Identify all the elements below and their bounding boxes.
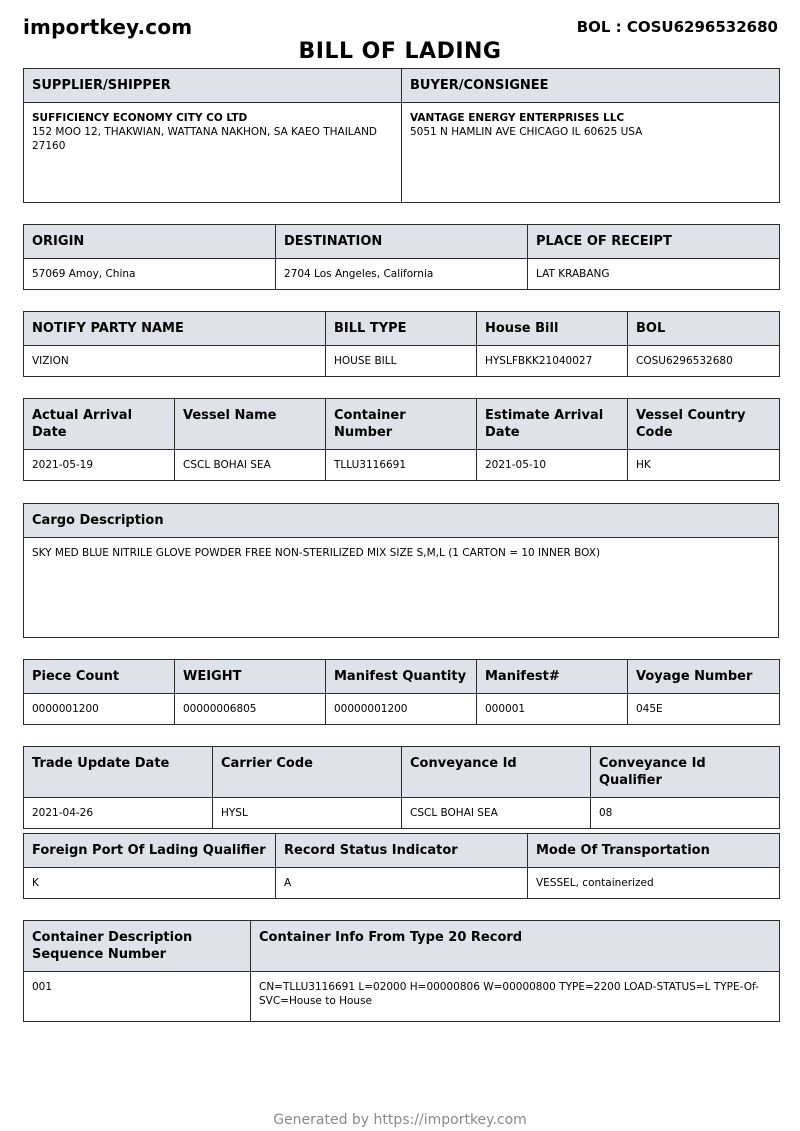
notify-header: NOTIFY PARTY NAME xyxy=(24,312,326,346)
parties-table xyxy=(23,68,780,203)
supplier-name: SUFFICIENCY ECONOMY CITY CO LTD xyxy=(32,112,248,124)
conveyance-header: Conveyance Id xyxy=(402,747,591,798)
buyer-address: 5051 N HAMLIN AVE CHICAGO IL 60625 USA xyxy=(410,126,643,138)
buyer-cell xyxy=(402,103,780,203)
bol-header: BOL xyxy=(628,312,780,346)
bol-reference: BOL : COSU6296532680 xyxy=(576,18,778,36)
country-header: Vessel Country Code xyxy=(628,399,780,450)
supplier-address: 152 MOO 12, THAKWIAN, WATTANA NAKHON, SA KAEO THAILAND 27160 xyxy=(32,126,378,152)
port-header: Foreign Port Of Lading Qualifier xyxy=(24,834,276,868)
container-desc-table xyxy=(23,920,780,1022)
notify-table xyxy=(23,311,780,377)
manifest-qty-value: 00000001200 xyxy=(326,694,477,725)
manifest-no-value: 000001 xyxy=(477,694,628,725)
seq-value: 001 xyxy=(24,972,251,1022)
weight-value: 00000006805 xyxy=(175,694,326,725)
brand-logo[interactable]: importkey.com xyxy=(23,15,193,39)
manifest-qty-header: Manifest Quantity xyxy=(326,660,477,694)
page-title: BILL OF LADING xyxy=(298,39,502,64)
bol-value: COSU6296532680 xyxy=(628,346,780,377)
piece-value: 0000001200 xyxy=(24,694,175,725)
seq-header: Container Description Sequence Number xyxy=(24,921,251,972)
destination-header: DESTINATION xyxy=(276,225,528,259)
cargo-table xyxy=(23,503,779,638)
carrier-value: HYSL xyxy=(213,798,402,829)
voyage-value: 045E xyxy=(628,694,780,725)
house-bill-header: House Bill xyxy=(477,312,628,346)
notify-value: VIZION xyxy=(24,346,326,377)
container-value: TLLU3116691 xyxy=(326,450,477,481)
cargo-description: SKY MED BLUE NITRILE GLOVE POWDER FREE NON-STERILIZED MIX SIZE S,M,L (1 CARTON = 10 INNER BOX) xyxy=(24,538,779,638)
weight-header: WEIGHT xyxy=(175,660,326,694)
route-table xyxy=(23,224,780,290)
origin-value: 57069 Amoy, China xyxy=(24,259,276,290)
status-value: A xyxy=(276,868,528,899)
status-header: Record Status Indicator xyxy=(276,834,528,868)
port-value: K xyxy=(24,868,276,899)
trade-table xyxy=(23,746,780,829)
supplier-cell xyxy=(24,103,402,203)
receipt-header: PLACE OF RECEIPT xyxy=(528,225,780,259)
manifest-no-header: Manifest# xyxy=(477,660,628,694)
piece-header: Piece Count xyxy=(24,660,175,694)
update-value: 2021-04-26 xyxy=(24,798,213,829)
lading-table xyxy=(23,833,780,899)
vessel-header: Vessel Name xyxy=(175,399,326,450)
qualifier-header: Conveyance Id Qualifier xyxy=(591,747,780,798)
destination-value: 2704 Los Angeles, California xyxy=(276,259,528,290)
origin-header: ORIGIN xyxy=(24,225,276,259)
voyage-header: Voyage Number xyxy=(628,660,780,694)
vessel-table xyxy=(23,398,780,481)
house-bill-value: HYSLFBKK21040027 xyxy=(477,346,628,377)
arrival-value: 2021-05-19 xyxy=(24,450,175,481)
buyer-header: BUYER/CONSIGNEE xyxy=(402,69,780,103)
cargo-header: Cargo Description xyxy=(24,504,779,538)
country-value: HK xyxy=(628,450,780,481)
qualifier-value: 08 xyxy=(591,798,780,829)
update-header: Trade Update Date xyxy=(24,747,213,798)
arrival-header: Actual Arrival Date xyxy=(24,399,175,450)
bill-type-value: HOUSE BILL xyxy=(326,346,477,377)
est-arrival-header: Estimate Arrival Date xyxy=(477,399,628,450)
receipt-value: LAT KRABANG xyxy=(528,259,780,290)
footer-link[interactable]: Generated by https://importkey.com xyxy=(273,1112,527,1128)
supplier-header: SUPPLIER/SHIPPER xyxy=(24,69,402,103)
mode-header: Mode Of Transportation xyxy=(528,834,780,868)
info-header: Container Info From Type 20 Record xyxy=(251,921,780,972)
est-arrival-value: 2021-05-10 xyxy=(477,450,628,481)
mode-value: VESSEL, containerized xyxy=(528,868,780,899)
conveyance-value: CSCL BOHAI SEA xyxy=(402,798,591,829)
container-header: Container Number xyxy=(326,399,477,450)
counts-table xyxy=(23,659,780,725)
vessel-value: CSCL BOHAI SEA xyxy=(175,450,326,481)
info-value: CN=TLLU3116691 L=02000 H=00000806 W=00000800 TYPE=2200 LOAD-STATUS=L TYPE-Of-SVC=House to House xyxy=(251,972,780,1022)
buyer-name: VANTAGE ENERGY ENTERPRISES LLC xyxy=(410,112,625,124)
bill-type-header: BILL TYPE xyxy=(326,312,477,346)
carrier-header: Carrier Code xyxy=(213,747,402,798)
